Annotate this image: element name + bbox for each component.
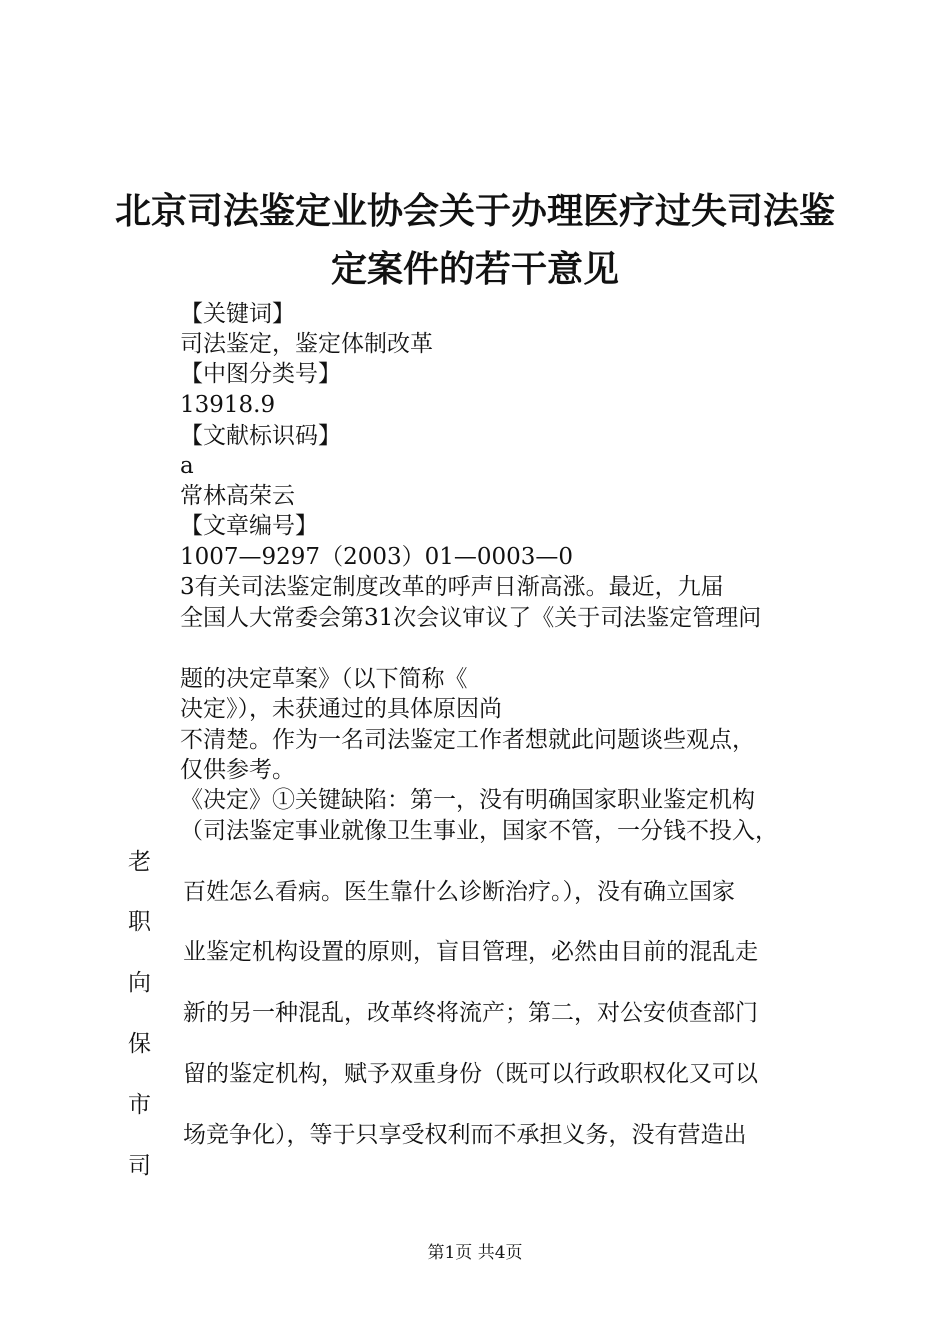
document-code-heading: 【文献标识码】 — [180, 423, 341, 449]
body-text-line: 不清楚。作为一名司法鉴定工作者想就此问题谈些观点， — [180, 727, 755, 753]
authors: 常林高荣云 — [180, 483, 295, 509]
body-text-line: 题的决定草案》（以下简称《 — [180, 666, 468, 692]
body-text-line: 业鉴定机构设置的原则，盲目管理，必然由目前的混乱走 — [183, 939, 758, 965]
body-text-line: 新的另一种混乱，改革终将流产；第二，对公安侦查部门 — [183, 1000, 758, 1026]
clc-number: 13918.9 — [180, 392, 276, 418]
document-title-line-1: 北京司法鉴定业协会关于办理医疗过失司法鉴 — [114, 191, 835, 232]
body-text-line: 仅供参考。 — [180, 757, 295, 783]
document-title-line-2: 定案件的若干意见 — [330, 249, 619, 290]
margin-char: 向 — [128, 970, 151, 996]
body-text-line: 《决定》①关键缺陷：第一，没有明确国家职业鉴定机构 — [180, 787, 755, 813]
body-text-line: 场竞争化），等于只享受权利而不承担义务，没有营造出 — [183, 1122, 747, 1148]
margin-char: 职 — [128, 909, 151, 935]
margin-char: 保 — [128, 1031, 151, 1057]
keywords-heading: 【关键词】 — [180, 301, 295, 327]
margin-char: 市 — [128, 1092, 151, 1118]
margin-char: 老 — [128, 849, 151, 875]
clc-heading: 【中图分类号】 — [180, 361, 341, 387]
body-text-line: 全国人大常委会第31次会议审议了《关于司法鉴定管理问 — [180, 605, 762, 631]
body-text-line: （司法鉴定事业就像卫生事业，国家不管，一分钱不投入， — [180, 818, 778, 844]
body-text-line: 3有关司法鉴定制度改革的呼声日渐高涨。最近，九届 — [180, 574, 724, 600]
body-text-line: 百姓怎么看病。医生靠什么诊断治疗。），没有确立国家 — [183, 879, 735, 905]
page-footer: 第1页 共4页 — [427, 1243, 523, 1263]
body-text-line: 留的鉴定机构，赋予双重身份（既可以行政职权化又可以 — [183, 1061, 758, 1087]
article-number: 1007—9297（2003）01—0003—0 — [180, 544, 574, 570]
keywords-text: 司法鉴定，鉴定体制改革 — [180, 331, 433, 357]
margin-char: 司 — [128, 1153, 151, 1179]
article-number-heading: 【文章编号】 — [180, 513, 318, 539]
body-text-line: 决定》），未获通过的具体原因尚 — [180, 696, 502, 722]
document-code: a — [180, 453, 194, 479]
